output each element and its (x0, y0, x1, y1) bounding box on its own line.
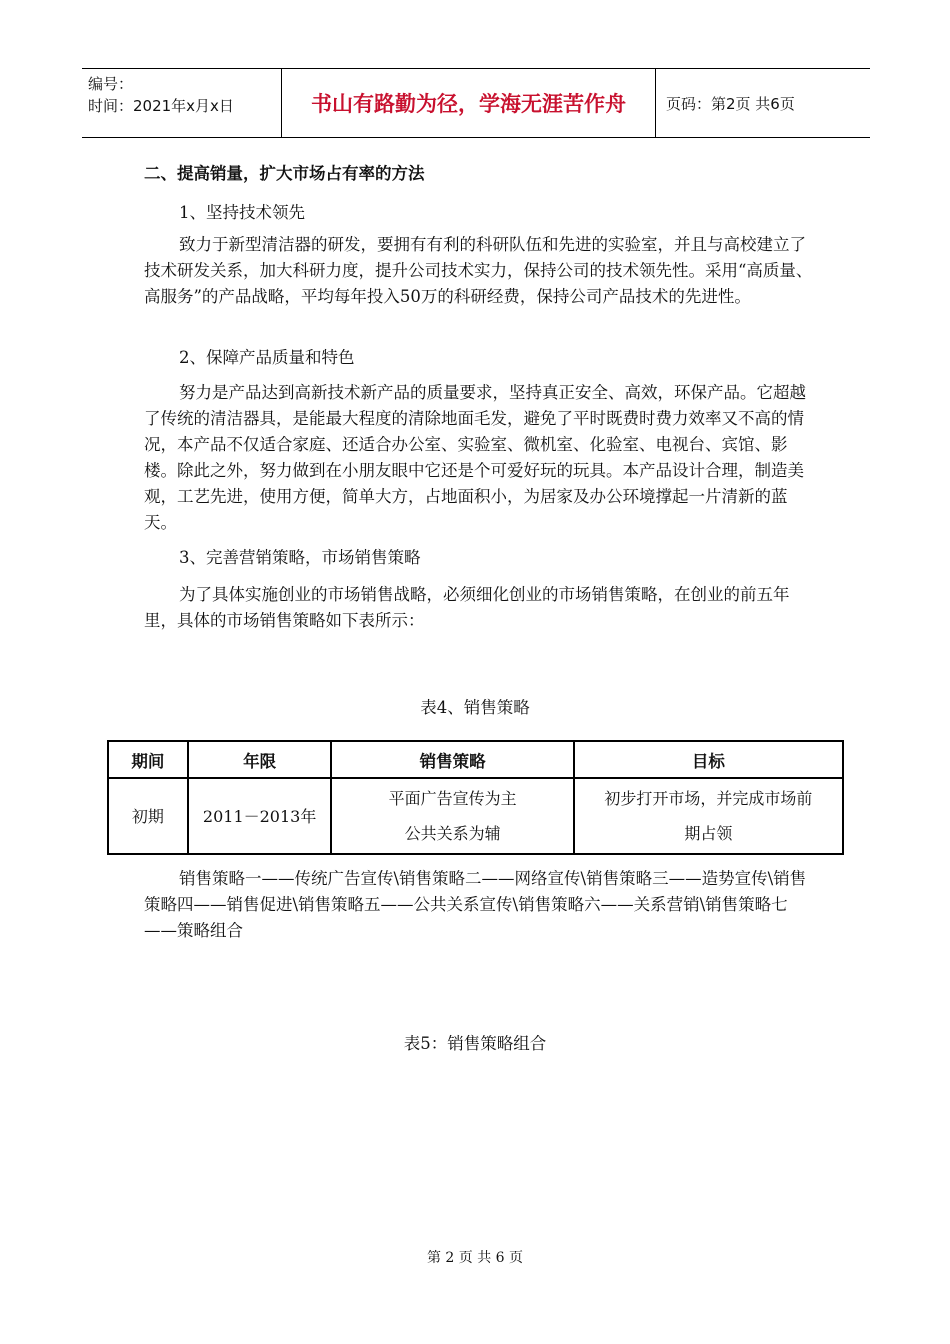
page-footer: 第 2 页 共 6 页 (426, 1250, 524, 1266)
header-motto (282, 69, 656, 137)
table-row (108, 778, 843, 854)
subsection-2-title: 2、保障产品质量和特色 (179, 348, 355, 367)
col-header-strategy: 销售策略 (331, 741, 573, 778)
section-heading: 二、提高销量，扩大市场占有率的方法 (144, 164, 425, 183)
goal-line-2: 期占领 (684, 824, 733, 843)
sales-strategy-table (107, 740, 844, 855)
subsection-1-title: 1、坚持技术领先 (179, 203, 305, 222)
goal-line-1: 初步打开市场，并完成市场前 (604, 789, 813, 808)
table4-caption: 表4、销售策略 (420, 698, 530, 717)
table-header-row (108, 741, 843, 778)
motto-text: 书山有路勤为径，学海无涯苦作舟 (311, 92, 626, 116)
number-label: 编号： (88, 75, 134, 93)
cell-period: 初期 (108, 778, 188, 854)
cell-strategy (331, 778, 573, 854)
date-label: 时间：2021年x月x日 (88, 97, 234, 115)
subsection-1-text: 致力于新型清洁器的研发，要拥有有利的科研队伍和先进的实验室，并且与高校建立了技术研发关系，加大科研力度，提升公司技术实力，保持公司的技术领先性。采用“高质量、高服务”的产品战略，平均每年投入50万的科研经费，保持公司产品技术的先进性。 (144, 235, 813, 306)
subsection-3-text: 为了具体实施创业的市场销售战略，必须细化创业的市场销售策略，在创业的前五年里，具体的市场销售策略如下表所示： (144, 585, 790, 630)
cell-years: 2011－2013年 (188, 778, 332, 854)
strategy-list: 销售策略一——传统广告宣传\销售策略二——网络宣传\销售策略三——造势宣传\销售策略四——销售促进\销售策略五——公共关系宣传\销售策略六——关系营销\销售策略七——策略组合 (144, 869, 807, 940)
subsection-2-text: 努力是产品达到高新技术新产品的质量要求，坚持真正安全、高效，环保产品。它超越了传统的清洁器具，是能最大程度的清除地面毛发，避免了平时既费时费力效率又不高的情况，本产品不仅适合家庭、还适合办公室、实验室、微机室、化验室、电视台、宾馆、影楼。除此之外，努力做到在小朋友眼中它还是个可爱好玩的玩具。本产品设计合理，制造美观，工艺先进，使用方便，简单大方，占地面积小，为居家及办公环境撑起一片清新的蓝天。 (144, 383, 806, 532)
col-header-period: 期间 (108, 741, 188, 778)
header-page-label: 页码：第2页 共6页 (666, 94, 795, 113)
strategy-line-2: 公共关系为辅 (404, 824, 501, 843)
subsection-3-title: 3、完善营销策略，市场销售策略 (179, 548, 421, 567)
table5-caption: 表5：销售策略组合 (403, 1034, 547, 1053)
document-header (82, 68, 870, 138)
strategy-line-1: 平面广告宣传为主 (388, 789, 517, 808)
col-header-goal: 目标 (574, 741, 843, 778)
cell-goal (574, 778, 843, 854)
header-meta (82, 69, 282, 137)
col-header-years: 年限 (188, 741, 332, 778)
